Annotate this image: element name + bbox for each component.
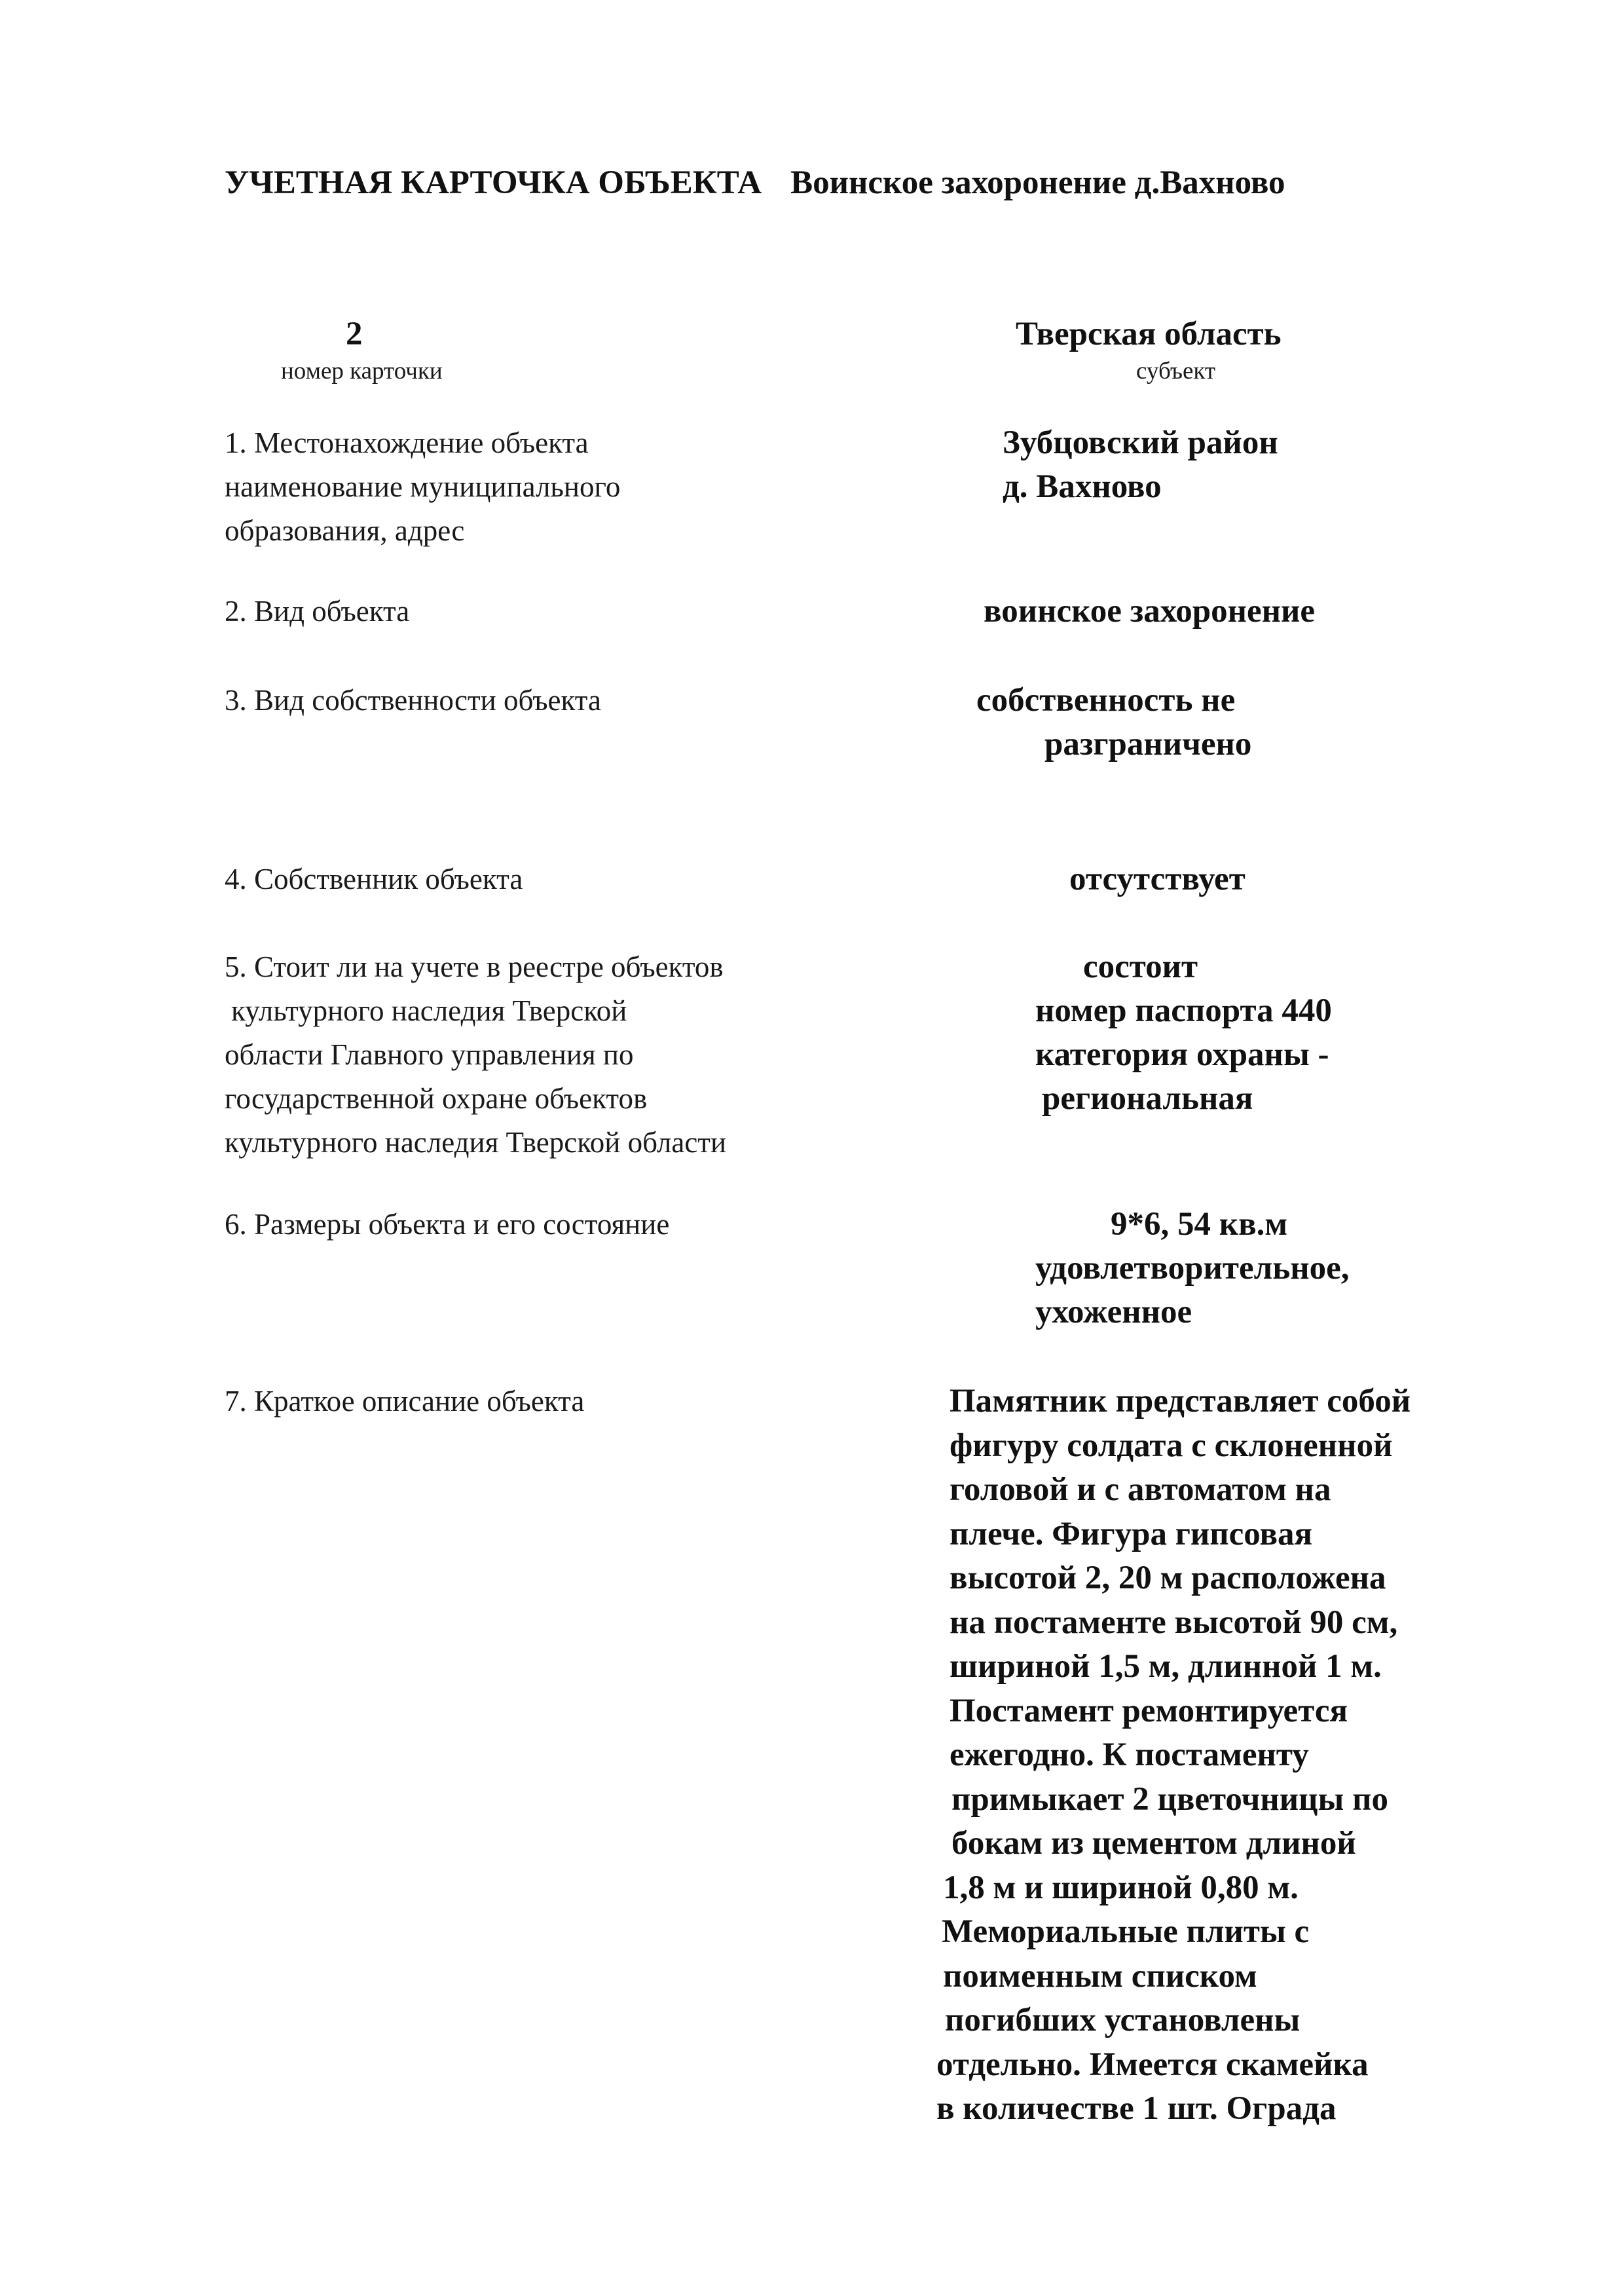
owner-label: 4. Собственник объекта: [225, 863, 523, 895]
size-condition-value: 9*6, 54 кв.м удовлетворительное, ухоженное: [1035, 1206, 1350, 1330]
object-name: Воинское захоронение д.Вахново: [790, 164, 1285, 201]
document-title: [225, 164, 1285, 202]
owner-value: отсутствует: [1069, 861, 1246, 897]
type-label: 2. Вид объекта: [225, 595, 410, 628]
type-value: воинское захоронение: [984, 593, 1316, 629]
registry-label: 5. Стоит ли на учете в реестре объектов культурного наследия Тверской области Главного управления по государственной охране объектов культурного наследия Тверской области: [225, 950, 727, 1159]
description-label: 7. Краткое описание объекта: [225, 1385, 585, 1417]
registry-value: состоит номер паспорта 440 категория охраны - региональная: [1035, 948, 1332, 1117]
card-number: 2: [346, 316, 363, 352]
subject-caption: субъект: [1136, 358, 1216, 385]
card-number-caption: номер карточки: [281, 358, 443, 385]
location-value: Зубцовский район д. Вахново: [1003, 424, 1278, 505]
ownership-type-value: собственность не разграничено: [976, 682, 1252, 762]
subject-value: Тверская область: [1016, 316, 1282, 352]
size-condition-label: 6. Размеры объекта и его состояние: [225, 1208, 670, 1241]
ownership-type-label: 3. Вид собственности объекта: [225, 684, 601, 717]
location-label: 1. Местонахождение объекта наименование муниципального образования, адрес: [225, 426, 621, 547]
description-value: Памятник представляет собой фигуру солдата с склоненной головой и с автоматом на плече. Фигура гипсовая высотой 2, 20 м расположена на постаменте высотой 90 см, шириной 1,5 м, длинной 1 м. Постамент ремонтируется ежегодно. К постаменту примыкает 2 цветочницы по бокам из цементом длиной 1,8 м и шириной 0,80 м. Мемориальные плиты с поименным списком погибших установлены отдельно. Имеется скамейка в количестве 1 шт. Ограда: [936, 1383, 1411, 2127]
card-title: УЧЕТНАЯ КАРТОЧКА ОБЪЕКТА: [225, 164, 762, 201]
